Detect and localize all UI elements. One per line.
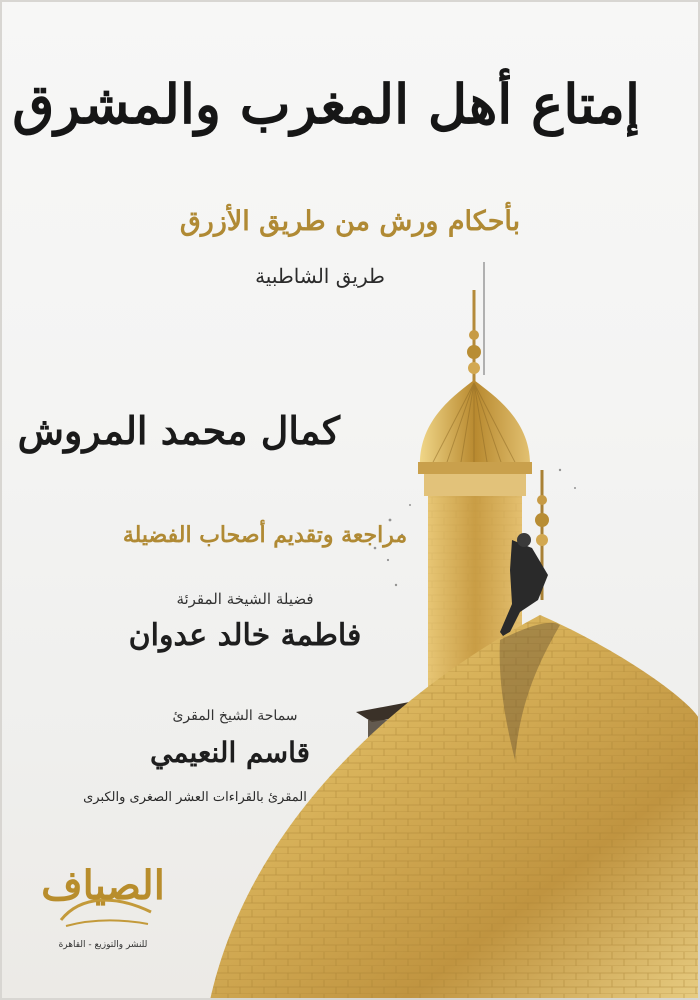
publisher-logo-text: الصياف [41, 862, 165, 909]
riwaya-line: طريق الشاطبية [255, 264, 385, 288]
review-heading: مراجعة وتقديم أصحاب الفضيلة [122, 522, 408, 548]
reviewer-1-title: فضيلة الشيخة المقرئة [176, 590, 314, 608]
publisher-tagline: للنشر والتوزيع - القاهرة [58, 940, 148, 950]
author-name: كمال محمد المروش [17, 408, 340, 453]
reviewer-2-title: سماحة الشيخ المقرئ [172, 708, 298, 724]
golden-dome [210, 615, 700, 1000]
reviewer-1-name: فاطمة خالد عدوان [128, 618, 362, 653]
book-title: إمتاع أهل المغرب والمشرق [12, 72, 640, 136]
reviewer-2-description: المقرئ بالقراءات العشر الصغرى والكبرى [83, 790, 307, 805]
publisher-logo [38, 862, 168, 957]
book-subtitle: بأحكام ورش من طريق الأزرق [179, 206, 521, 237]
reviewer-2-name: قاسم النعيمي [149, 736, 310, 769]
